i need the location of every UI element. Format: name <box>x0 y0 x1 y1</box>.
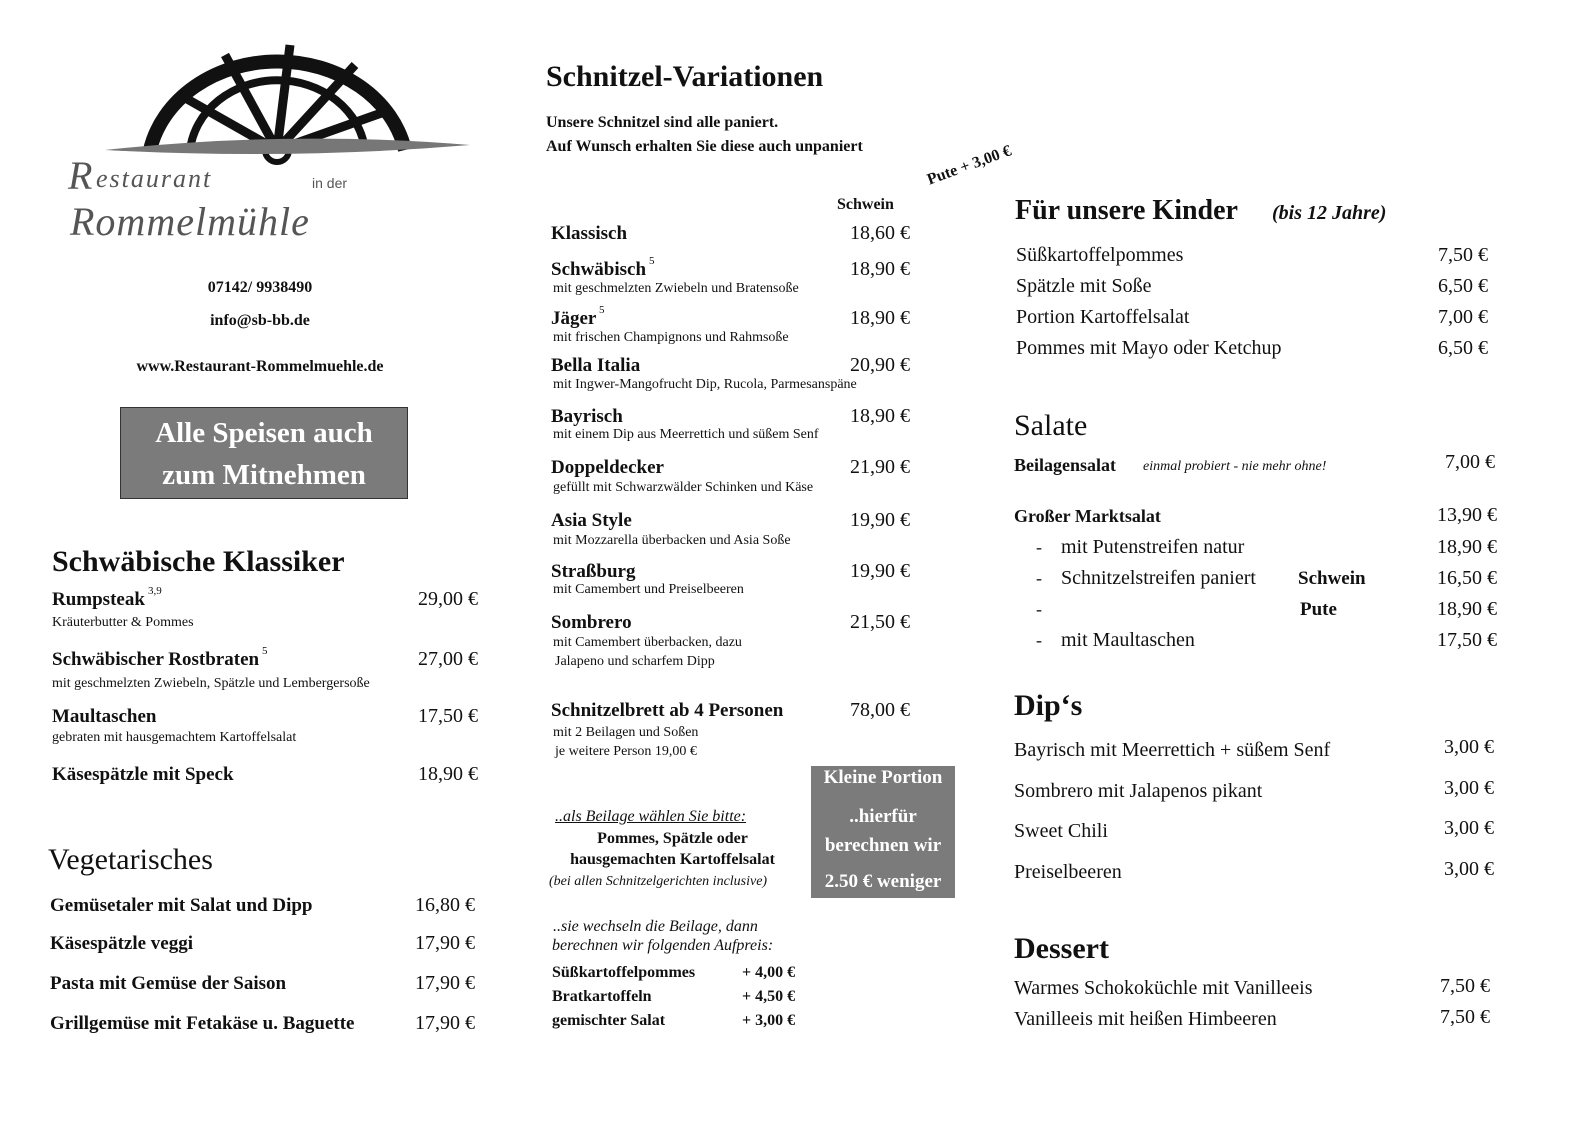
side-swap-note: berechnen wir folgenden Aufpreis: <box>552 937 774 955</box>
side-choice: Pommes, Spätzle oder <box>597 830 748 848</box>
small-portion-text: Kleine Portion <box>823 766 943 788</box>
menu-item-price: 7,50 € <box>1440 975 1490 997</box>
schnitzel-price: 18,90 € <box>850 258 910 280</box>
schnitzel-price: 18,90 € <box>850 307 910 329</box>
list-dash: - <box>1036 568 1042 589</box>
logo-initial: R <box>68 153 93 198</box>
menu-item-price: 18,90 € <box>1437 598 1497 620</box>
menu-item-name: Schwäbischer Rostbraten <box>52 648 260 670</box>
section-title-salate: Salate <box>1014 408 1088 442</box>
salad-option-tag: Schwein <box>1298 567 1366 589</box>
schnitzel-name: Schwäbisch <box>551 258 647 280</box>
schnitzel-price: 21,50 € <box>850 611 910 633</box>
menu-item-price: 29,00 € <box>418 588 478 610</box>
menu-item-desc: mit geschmelzten Zwiebeln, Spätzle und Lembergersoße <box>52 676 370 692</box>
schnitzel-name: Jäger <box>551 307 597 329</box>
email[interactable]: info@sb-bb.de <box>210 312 310 329</box>
logo-text-rommelmuehle: Rommelmühle <box>70 199 310 244</box>
menu-item-name: Rumpsteak <box>52 588 145 610</box>
salad-option: Schnitzelstreifen paniert <box>1061 567 1256 589</box>
logo-text-restaurant: estaurant <box>96 164 213 193</box>
takeaway-line: zum Mitnehmen <box>162 459 366 491</box>
takeaway-line: Alle Speisen auch <box>155 417 373 449</box>
surcharge-item: Süßkartoffelpommes <box>552 964 696 982</box>
menu-item-name: Bayrisch mit Meerrettich + süßem Senf <box>1014 739 1331 761</box>
menu-item-name: Sombrero mit Jalapenos pikant <box>1014 780 1263 802</box>
logo-mill-wheel <box>60 25 480 165</box>
menu-item-name: Spätzle mit Soße <box>1016 275 1152 297</box>
menu-item-name: Maultaschen <box>52 705 157 727</box>
column-label-schwein: Schwein <box>837 196 894 214</box>
list-dash: - <box>1036 630 1042 651</box>
menu-item-name: Gemüsetaler mit Salat und Dipp <box>50 894 313 916</box>
side-choice: hausgemachten Kartoffelsalat <box>570 851 775 869</box>
schnitzel-price: 19,90 € <box>850 560 910 582</box>
schnitzel-price: 78,00 € <box>850 699 910 721</box>
section-title-kinder: Für unsere Kinder <box>1015 194 1238 226</box>
schnitzel-note: Unsere Schnitzel sind alle paniert. <box>546 114 779 132</box>
schnitzel-name: Straßburg <box>551 560 636 582</box>
menu-item-price: 16,50 € <box>1437 567 1497 589</box>
surcharge-item: gemischter Salat <box>552 1012 666 1030</box>
menu-item-name: Pasta mit Gemüse der Saison <box>50 972 287 994</box>
section-title-dips: Dip‘s <box>1014 688 1083 722</box>
menu-item-desc: gebraten mit hausgemachtem Kartoffelsalat <box>52 730 297 746</box>
surcharge-price: + 4,00 € <box>742 964 796 982</box>
menu-item-name: Warmes Schokoküchle mit Vanilleeis <box>1014 977 1313 999</box>
menu-item-name: Käsespätzle veggi <box>50 932 194 954</box>
menu-item-name: Preiselbeeren <box>1014 861 1122 883</box>
menu-item-price: 17,90 € <box>415 972 475 994</box>
schnitzel-desc: mit Camembert überbacken, dazu <box>553 635 742 651</box>
menu-item-name: Sweet Chili <box>1014 820 1108 842</box>
allergen-note: 5 <box>262 644 268 657</box>
allergen-note: 3,9 <box>148 584 162 597</box>
menu-item-price: 17,90 € <box>415 1012 475 1034</box>
salad-option-tag: Pute <box>1300 598 1337 620</box>
menu-item-price: 3,00 € <box>1444 777 1494 799</box>
section-title-schnitzel: Schnitzel-Variationen <box>546 59 824 93</box>
schnitzel-desc: mit Ingwer-Mangofrucht Dip, Rucola, Parmesanspäne <box>553 377 857 393</box>
menu-item-desc: Kräuterbutter & Pommes <box>52 615 194 631</box>
menu-item-price: 18,90 € <box>418 763 478 785</box>
surcharge-price: + 3,00 € <box>742 1012 796 1030</box>
menu-item-price: 6,50 € <box>1438 337 1488 359</box>
schnitzel-name: Doppeldecker <box>551 456 664 478</box>
menu-item-name: Portion Kartoffelsalat <box>1016 306 1190 328</box>
surcharge-price: + 4,50 € <box>742 988 796 1006</box>
side-choice-heading: ..als Beilage wählen Sie bitte: <box>555 808 747 826</box>
section-title-klassiker: Schwäbische Klassiker <box>52 544 345 578</box>
side-swap-note: ..sie wechseln die Beilage, dann <box>553 918 758 936</box>
schnitzel-name: Sombrero <box>551 611 632 633</box>
schnitzel-price: 18,60 € <box>850 222 910 244</box>
allergen-note: 5 <box>599 303 605 316</box>
menu-item-price: 7,00 € <box>1445 451 1495 473</box>
menu-item-price: 3,00 € <box>1444 736 1494 758</box>
salad-option: mit Maultaschen <box>1061 629 1195 651</box>
menu-item-name: Käsespätzle mit Speck <box>52 763 234 785</box>
menu-item-name: Pommes mit Mayo oder Ketchup <box>1016 337 1282 359</box>
schnitzel-desc: Jalapeno und scharfem Dipp <box>555 654 715 670</box>
side-choice-note: (bei allen Schnitzelgerichten inclusive) <box>549 874 768 890</box>
menu-item-price: 7,50 € <box>1438 244 1488 266</box>
schnitzel-desc: mit frischen Champignons und Rahmsoße <box>553 330 789 346</box>
menu-item-price: 18,90 € <box>1437 536 1497 558</box>
menu-item-price: 7,00 € <box>1438 306 1488 328</box>
menu-item-price: 6,50 € <box>1438 275 1488 297</box>
menu-item-price: 16,80 € <box>415 894 475 916</box>
schnitzel-name: Bella Italia <box>551 354 641 376</box>
kinder-age-note: (bis 12 Jahre) <box>1272 202 1387 224</box>
allergen-note: 5 <box>649 254 655 267</box>
surcharge-item: Bratkartoffeln <box>552 988 652 1006</box>
schnitzel-desc: je weitere Person 19,00 € <box>555 744 697 760</box>
phone: 07142/ 9938490 <box>207 279 313 296</box>
menu-item-name: Großer Marktsalat <box>1014 506 1161 527</box>
schnitzel-desc: mit 2 Beilagen und Soßen <box>553 725 699 741</box>
menu-item-name: Beilagensalat <box>1014 455 1116 476</box>
menu-item-price: 17,90 € <box>415 932 475 954</box>
takeaway-box <box>120 407 408 499</box>
section-title-dessert: Dessert <box>1014 931 1109 965</box>
menu-item-price: 3,00 € <box>1444 817 1494 839</box>
schnitzel-price: 18,90 € <box>850 405 910 427</box>
menu-item-price: 17,50 € <box>1437 629 1497 651</box>
menu-item-price: 7,50 € <box>1440 1006 1490 1028</box>
schnitzel-name: Schnitzelbrett ab 4 Personen <box>551 699 784 721</box>
small-portion-text: berechnen wir <box>824 834 942 856</box>
menu-item-price: 27,00 € <box>418 648 478 670</box>
pute-surcharge: Pute + 3,00 € <box>924 142 1014 189</box>
small-portion-text: ..hierfür <box>849 805 917 827</box>
schnitzel-desc: gefüllt mit Schwarzwälder Schinken und Käse <box>553 480 814 496</box>
menu-item-price: 13,90 € <box>1437 504 1497 526</box>
schnitzel-name: Asia Style <box>551 509 632 531</box>
small-portion-text: 2.50 € weniger <box>824 870 942 892</box>
menu-item-price: 3,00 € <box>1444 858 1494 880</box>
menu-item-name: Grillgemüse mit Fetakäse u. Baguette <box>50 1012 355 1034</box>
list-dash: - <box>1036 599 1042 620</box>
schnitzel-price: 19,90 € <box>850 509 910 531</box>
list-dash: - <box>1036 537 1042 558</box>
logo-text-in-der: in der <box>312 175 348 191</box>
menu-item-price: 17,50 € <box>418 705 478 727</box>
salad-option: mit Putenstreifen natur <box>1061 536 1245 558</box>
menu-item-name: Vanilleeis mit heißen Himbeeren <box>1014 1008 1277 1030</box>
schnitzel-name: Bayrisch <box>551 405 623 427</box>
section-title-vegetarisch: Vegetarisches <box>48 842 213 876</box>
schnitzel-name: Klassisch <box>551 222 628 244</box>
schnitzel-desc: mit Camembert und Preiselbeeren <box>553 582 744 598</box>
schnitzel-desc: mit Mozzarella überbacken und Asia Soße <box>553 533 791 549</box>
schnitzel-price: 21,90 € <box>850 456 910 478</box>
menu-item-name: Süßkartoffelpommes <box>1016 244 1184 266</box>
schnitzel-note: Auf Wunsch erhalten Sie diese auch unpaniert <box>546 138 863 156</box>
schnitzel-price: 20,90 € <box>850 354 910 376</box>
schnitzel-desc: mit einem Dip aus Meerrettich und süßem Senf <box>553 427 819 443</box>
schnitzel-desc: mit geschmelzten Zwiebeln und Bratensoße <box>553 281 799 297</box>
menu-item-note: einmal probiert - nie mehr ohne! <box>1143 459 1327 475</box>
website[interactable]: www.Restaurant-Rommelmuehle.de <box>136 358 384 375</box>
